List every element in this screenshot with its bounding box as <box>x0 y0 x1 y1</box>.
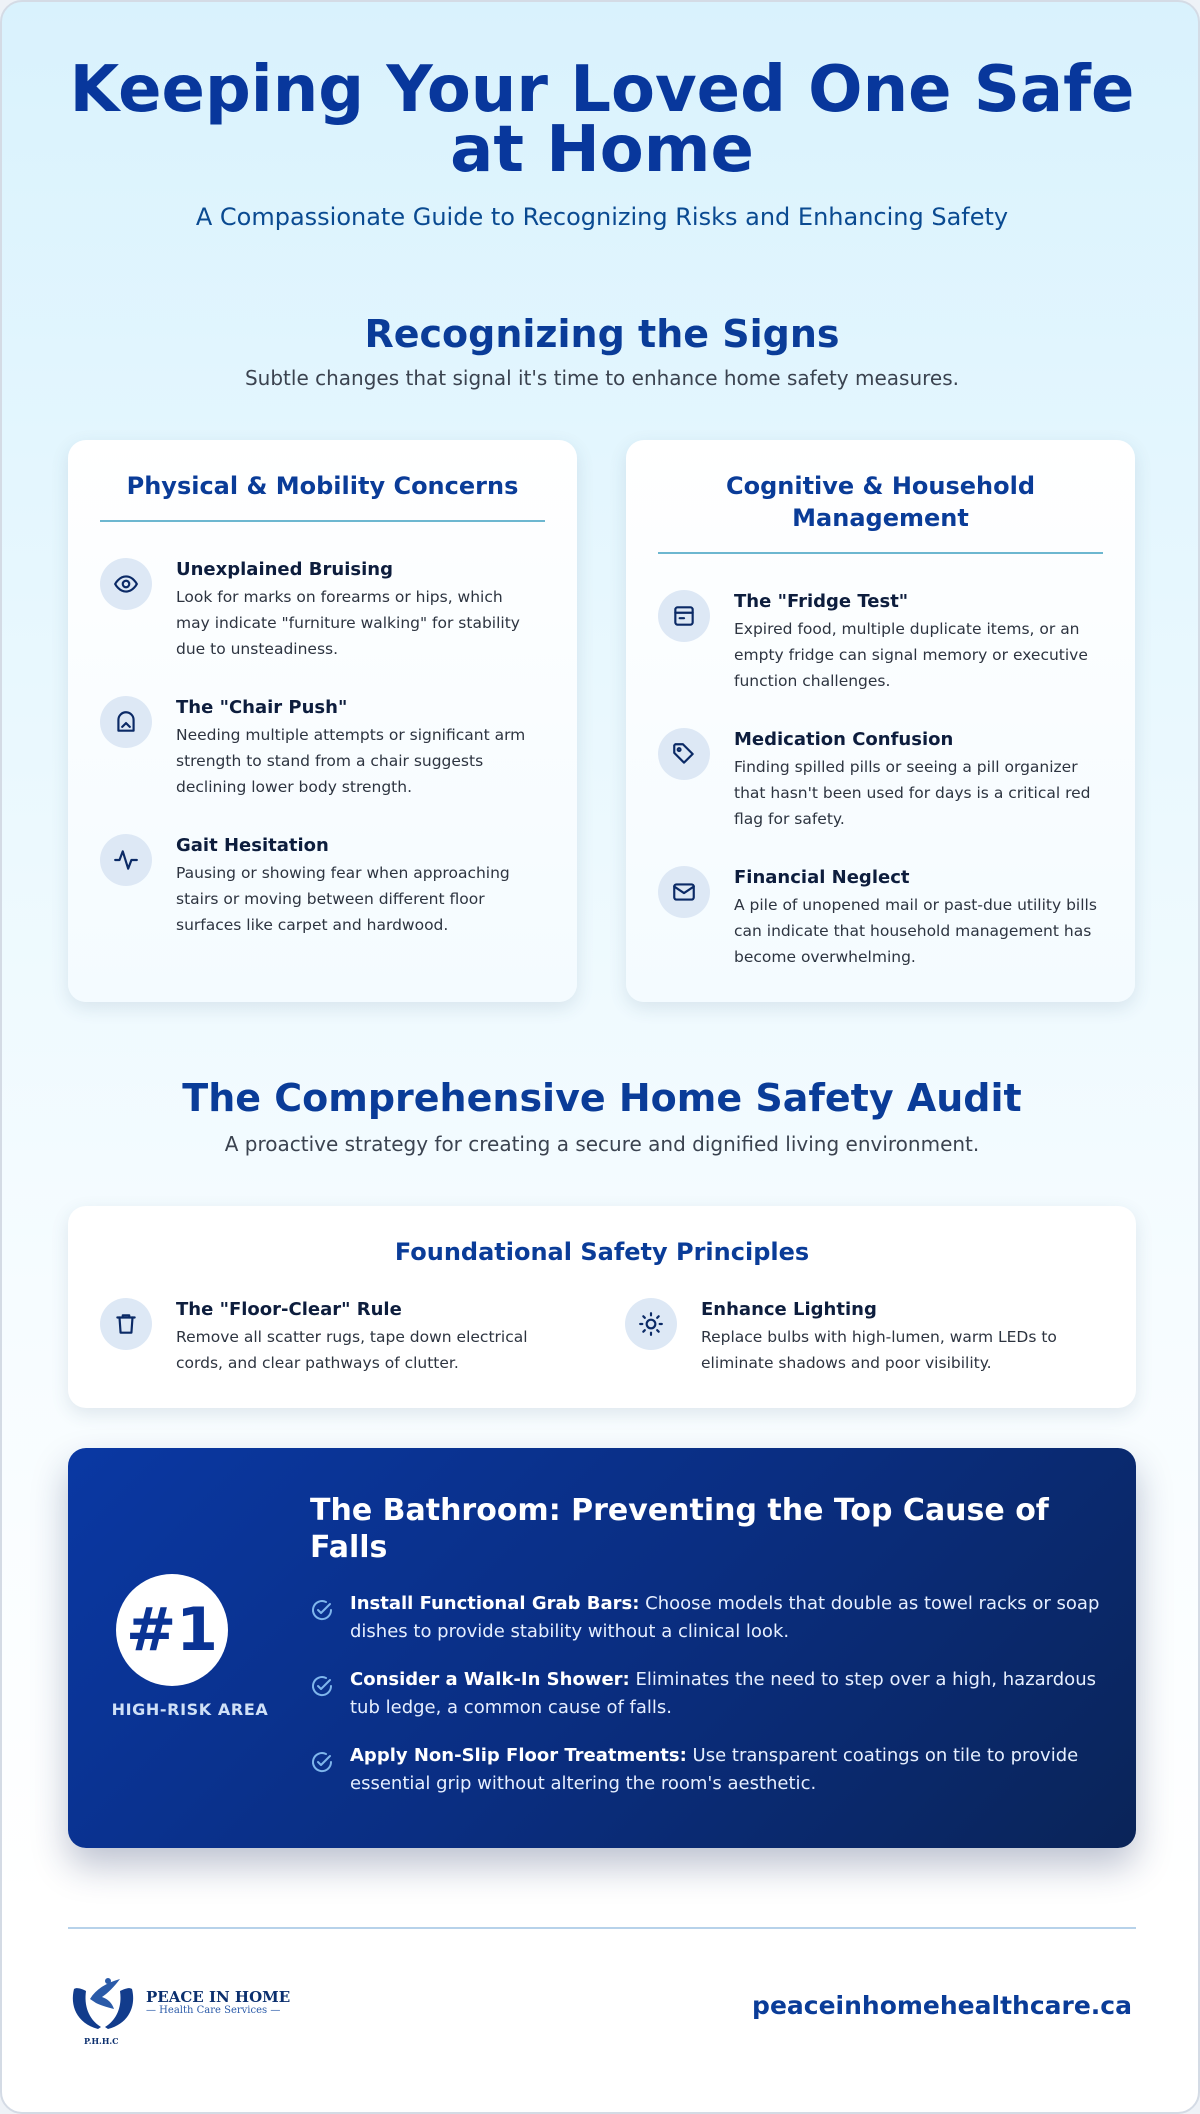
card-heading: Cognitive & Household Management <box>725 472 1036 532</box>
item-description: Look for marks on forearms or hips, which may indicate "furniture walking" for stability due to unsteadiness. <box>176 588 520 658</box>
signs-section-title: Recognizing the Signs <box>364 312 840 356</box>
bathroom-tip <box>350 1742 1110 1798</box>
chair-icon <box>100 696 152 748</box>
physical-mobility-card <box>68 440 577 1002</box>
badge-caption: HIGH-RISK AREA <box>111 1700 269 1719</box>
tag-icon <box>658 728 710 780</box>
item-description: Expired food, multiple duplicate items, or an empty fridge can signal memory or executive function challenges. <box>734 620 1088 690</box>
page-title: Keeping Your Loved One Safe at Home <box>69 53 1135 187</box>
card-heading: Foundational Safety Principles <box>394 1238 810 1266</box>
tip-heading: Install Functional Grab Bars: <box>350 1593 640 1614</box>
tip-text: Eliminates the need to step over a high, hazardous tub ledge, a common cause of falls. <box>350 1669 1096 1718</box>
item-description: Remove all scatter rugs, tape down electrical cords, and clear pathways of clutter. <box>176 1328 528 1372</box>
bathroom-tip <box>350 1666 1110 1722</box>
card-heading: Physical & Mobility Concerns <box>126 472 519 500</box>
sign-item <box>100 696 540 806</box>
item-title: Financial Neglect <box>734 867 910 888</box>
logo-name: PEACE IN HOME <box>146 1988 291 2006</box>
pulse-icon <box>100 834 152 886</box>
tip-text: Use transparent coatings on tile to provide essential grip without altering the room's aesthetic. <box>350 1745 1079 1794</box>
item-title: Enhance Lighting <box>701 1299 877 1320</box>
page-subtitle: A Compassionate Guide to Recognizing Risks and Enhancing Safety <box>195 203 1009 231</box>
mail-icon <box>658 866 710 918</box>
check-circle-icon <box>310 1750 334 1774</box>
tip-heading: Consider a Walk-In Shower: <box>350 1669 630 1690</box>
sign-item <box>658 866 1098 976</box>
card-divider <box>100 520 545 522</box>
signs-section-subtitle: Subtle changes that signal it's time to enhance home safety measures. <box>244 366 959 390</box>
tip-text: Choose models that double as towel racks or soap dishes to provide stability without a clinical look. <box>350 1593 1100 1642</box>
bathroom-banner <box>68 1448 1136 1848</box>
footer-divider <box>68 1927 1136 1929</box>
sun-icon <box>625 1298 677 1350</box>
trash-icon <box>100 1298 152 1350</box>
item-description: Finding spilled pills or seeing a pill organizer that hasn't been used for days is a critical red flag for safety. <box>734 758 1091 828</box>
item-description: Needing multiple attempts or significant arm strength to stand from a chair suggests declining lower body strength. <box>176 726 526 796</box>
card-divider <box>658 552 1103 554</box>
sign-item <box>100 834 540 944</box>
audit-section-subtitle: A proactive strategy for creating a secure and dignified living environment. <box>224 1132 980 1156</box>
sign-item <box>658 590 1098 700</box>
bathroom-title: The Bathroom: Preventing the Top Cause of Falls <box>310 1493 1049 1565</box>
rank-badge: #1 <box>116 1574 228 1686</box>
logo-icon <box>68 1969 138 2035</box>
item-title: Gait Hesitation <box>176 835 329 856</box>
audit-section-title: The Comprehensive Home Safety Audit <box>182 1076 1022 1120</box>
principle-item <box>100 1298 570 1388</box>
item-title: The "Chair Push" <box>176 697 348 718</box>
check-circle-icon <box>310 1674 334 1698</box>
item-description: Replace bulbs with high-lumen, warm LEDs to eliminate shadows and poor visibility. <box>701 1328 1057 1372</box>
bathroom-tip <box>350 1590 1110 1646</box>
item-description: A pile of unopened mail or past-due utility bills can indicate that household management has become overwhelming. <box>734 896 1097 966</box>
calendar-icon <box>658 590 710 642</box>
check-circle-icon <box>310 1598 334 1622</box>
eye-icon <box>100 558 152 610</box>
item-title: The "Floor-Clear" Rule <box>176 1299 402 1320</box>
item-description: Pausing or showing fear when approaching stairs or moving between different floor surfaces like carpet and hardwood. <box>176 864 510 934</box>
principle-item <box>625 1298 1095 1388</box>
sign-item <box>658 728 1098 838</box>
sign-item <box>100 558 540 668</box>
item-title: Medication Confusion <box>734 729 954 750</box>
logo-tagline: — Health Care Services — <box>146 2005 281 2016</box>
logo-initials: P.H.H.C <box>84 2036 119 2046</box>
website-link[interactable]: peaceinhomehealthcare.ca <box>752 1991 1132 2020</box>
item-title: Unexplained Bruising <box>176 559 393 580</box>
tip-heading: Apply Non-Slip Floor Treatments: <box>350 1745 687 1766</box>
foundational-principles-card <box>68 1206 1136 1408</box>
item-title: The "Fridge Test" <box>734 591 909 612</box>
cognitive-household-card <box>626 440 1135 1002</box>
